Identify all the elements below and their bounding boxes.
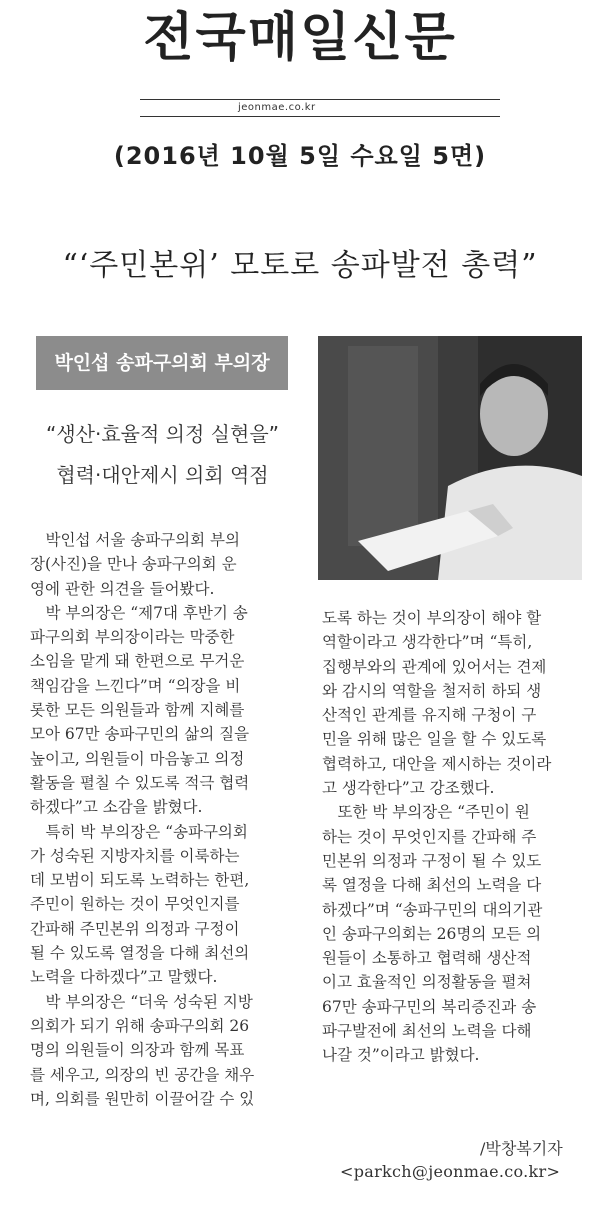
- body-line: 노력을 다하겠다”고 말했다.: [30, 968, 218, 987]
- body-line: 모아 67만 송파구민의 삶의 질을: [30, 725, 250, 744]
- body-line: 도록 하는 것이 부의장이 해야 할: [322, 609, 542, 627]
- masthead-rule-bottom: [140, 116, 500, 117]
- body-line: 를 세우고, 의장의 빈 공간을 채우: [30, 1065, 255, 1084]
- body-line: 집행부와의 관계에 있어서는 견제: [322, 657, 547, 676]
- body-line: 67만 송파구민의 복리증진과 송: [322, 997, 537, 1016]
- body-line: 나갈 것”이라고 밝혔다.: [322, 1046, 480, 1065]
- body-line: 박인섭 서울 송파구의회 부의: [30, 531, 240, 549]
- body-line: 산적인 관계를 유지해 구청이 구: [322, 706, 537, 725]
- body-line: 하는 것이 무엇인지를 간파해 주: [322, 827, 537, 846]
- body-line: 책임감을 느낀다”며 “의장을 비: [30, 676, 241, 695]
- body-line: 가 성숙된 지방자치를 이룩하는: [30, 846, 240, 865]
- article-headline: “‘주민본위’ 모토로 송파발전 총력”: [62, 248, 538, 283]
- subhead-1: “생산·효율적 의정 실현을”: [46, 422, 279, 446]
- article-body-right-column: [322, 606, 590, 1068]
- portrait-photo: [318, 336, 582, 580]
- body-line: 인 송파구의회는 26명의 모든 의: [322, 924, 542, 943]
- body-line: 민을 위해 많은 일을 할 수 있도록: [322, 730, 547, 749]
- newspaper-masthead: 전국매일신문: [143, 8, 457, 68]
- body-line: 데 모범이 되도록 노력하는 한편,: [30, 871, 250, 890]
- reporter-byline: /박창복기자: [480, 1139, 563, 1158]
- body-line: 파구발전에 최선의 노력을 다해: [322, 1022, 532, 1041]
- masthead-rule-top: [140, 99, 500, 100]
- publication-date: (2016년 10월 5일 수요일 5면): [113, 142, 487, 170]
- body-line: 이고 효율적인 의정활동을 펼쳐: [322, 973, 532, 992]
- body-line: 민본위 의정과 구정이 될 수 있도: [322, 851, 542, 870]
- body-line: 롯한 모든 의원들과 함께 지혜를: [30, 701, 245, 720]
- body-line: 또한 박 부의장은 “주민이 원: [322, 803, 530, 822]
- name-banner: 박인섭 송파구의회 부의장: [36, 336, 288, 390]
- body-line: 하겠다”고 소감을 밝혔다.: [30, 798, 203, 817]
- body-line: 며, 의회를 원만히 이끌어갈 수 있: [30, 1089, 255, 1108]
- body-line: 협력하고, 대안을 제시하는 것이라: [322, 754, 552, 773]
- body-line: 간파해 주민본위 의정과 구정이: [30, 919, 240, 938]
- body-line: 높이고, 의원들이 마음놓고 의정: [30, 749, 245, 768]
- body-line: 록 열정을 다해 최선의 노력을 다: [322, 876, 542, 895]
- body-line: 될 수 있도록 열정을 다해 최선의: [30, 944, 250, 963]
- body-line: 영에 관한 의견을 들어봤다.: [30, 579, 215, 598]
- subhead-2: 협력·대안제시 의회 역점: [56, 463, 269, 487]
- body-line: 명의 의원들이 의장과 함께 목표: [30, 1041, 245, 1060]
- body-line: 박 부의장은 “더욱 성숙된 지방: [30, 992, 253, 1011]
- portrait-photo-icon: [318, 336, 582, 580]
- article-body-left-column: [30, 528, 300, 1111]
- body-line: 활동을 펼칠 수 있도록 적극 협력: [30, 773, 250, 792]
- body-line: 주민이 원하는 것이 무엇인지를: [30, 895, 240, 914]
- body-line: 하겠다”며 “송파구민의 대의기관: [322, 900, 543, 919]
- body-line: 파구의회 부의장이라는 막중한: [30, 628, 235, 647]
- body-line: 장(사진)을 만나 송파구의회 운: [30, 555, 237, 574]
- body-line: 소임을 맡게 돼 한편으로 무거운: [30, 652, 245, 671]
- body-line: 역할이라고 생각한다”며 “특히,: [322, 633, 533, 652]
- reporter-email: <parkch@jeonmae.co.kr>: [340, 1162, 561, 1181]
- site-url: jeonmae.co.kr: [238, 102, 316, 113]
- body-line: 의회가 되기 위해 송파구의회 26: [30, 1016, 250, 1035]
- body-line: 고 생각한다”고 강조했다.: [322, 779, 495, 798]
- body-line: 박 부의장은 “제7대 후반기 송: [30, 603, 248, 622]
- body-line: 원들이 소통하고 협력해 생산적: [322, 949, 532, 968]
- body-line: 와 감시의 역할을 철저히 하되 생: [322, 681, 542, 700]
- body-line: 특히 박 부의장은 “송파구의회: [30, 822, 248, 841]
